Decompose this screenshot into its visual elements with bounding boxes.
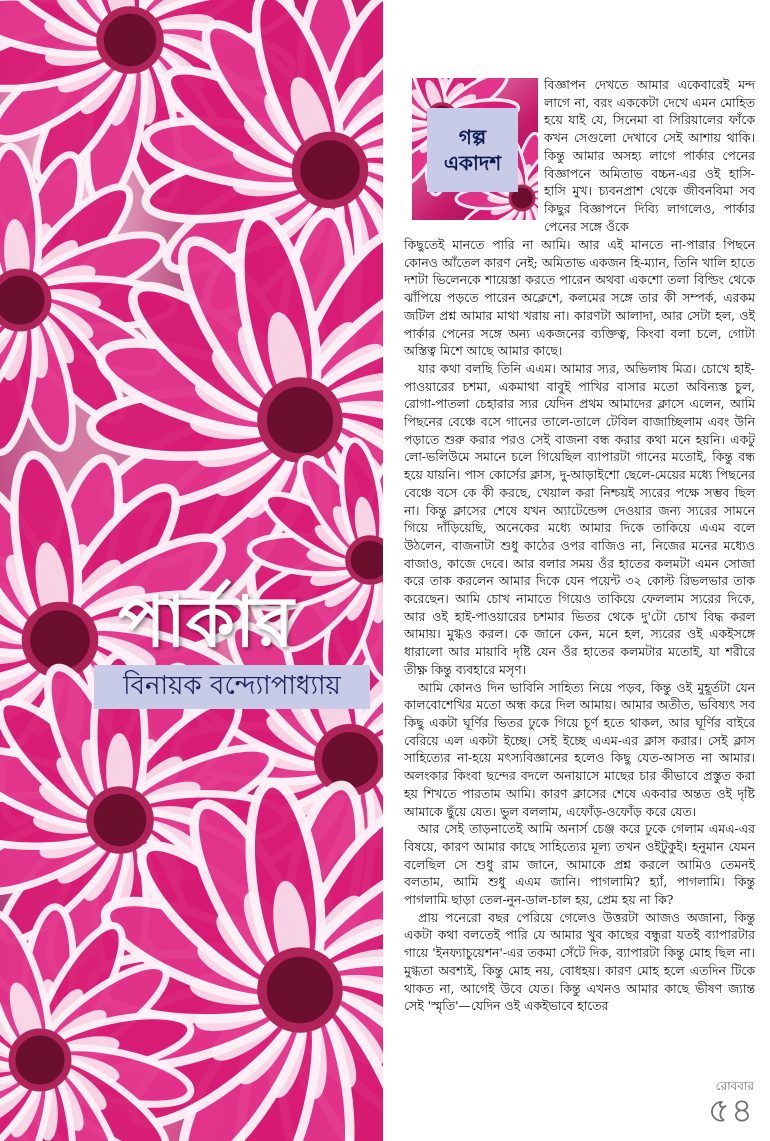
magazine-name: রোববার (715, 1079, 754, 1093)
author-name: বিনায়ক বন্দ্যোপাধ্যায় (123, 671, 341, 701)
section-tag-line-2: একাদশ (443, 151, 502, 175)
paragraph-5: প্রায় পনেরো বছর পেরিয়ে গেলেও উত্তরটা আজও অজানা, কিন্তু একটা কথা বলতেই পারি যে আমার খুব কাছের বন্ধুরা যতই ব্যাপারটার গায়ে 'ইনফ্যাচুয়েশন'-এর তকমা সেঁটে দিক, ব্যাপারটা কিন্তু মোহ ছিল না। মুগ্ধতা অবশ্যই, কিন্তু মোহ নয়, বোধহয়। কারণ মোহ হলে এতদিন টিকে থাকত না, আগেই উবে যেত। কিন্তু এখনও আমার কাছে ভীষণ জ্যান্ত সেই 'স্মৃতি'—যেদিন ওই একইভাবে হাতের (404, 909, 755, 1014)
page-number: ৫৪ (707, 1091, 754, 1131)
cover-photo (0, 0, 383, 1141)
author-label (94, 665, 370, 709)
section-tag (427, 108, 518, 192)
paragraph-2: যার কথা বলছি তিনি এএম। আমার স্যর, অভিলাষ মিত্র। চোখে হাই-পাওয়ারের চশমা, একমাথা বাবুই পাখির বাসার মতো অবিন্যস্ত চুল, রোগা-পাতলা চেহারার স্যর যেদিন প্রথম আমাদের ক্লাসে এলেন, আমি পিছনের বেঞ্চে বসে গানের তালে-তালে টেবিল বাজাচ্ছিলাম এবং উনি পড়াতে শুরু করার পরও সেই বাজনা বন্ধ করার কথা মনে হয়নি। একটু লো-ভলিউমে সমানে চলে গিয়েছিল ব্যাপারটা গানের মতোই, কিন্তু বন্ধ হয়ে যায়নি। পাস কোর্সের ক্লাস, দু-আড়াইশো ছেলে-মেয়ের মধ্যে পিছনের বেঞ্চে বসে কে কী করছে, খেয়াল করা নিশ্চয়ই স্যরের পক্ষে সম্ভব ছিল না। কিন্তু ক্লাসের শেষে যখন অ্যাটেন্ডেন্স দেওয়ার জন্য স্যরের সামনে গিয়ে দাঁড়িয়েছি, অনেকের মধ্যে আমার দিকে তাকিয়ে এএম বলে উঠলেন, বাজনাটা শুধু কাঠের ওপর বাজিও না, নিজের মনের মধ্যেও বাজাও, কাজে দেবে। আর বলার সময় ওঁর হাতের কলমটা এমন সোজা করে তাক করলেন আমার দিকে যেন পয়েন্ট ৩২ কোল্ট রিভলভার তাক করেছেন। আমি চোখ নামাতে গিয়েও তাকিয়ে ফেললাম স্যরের দিকে, আর ওই হাই-পাওয়ারের চশমার ভিতর থেকে দু'টো চোখ বিদ্ধ করল আমায়। মুগ্ধও করল। কে জানে কেন, মনে হল, স্যরের ওই একইসঙ্গে ধারালো আর মায়াবি দৃষ্টি যেন ওঁর হাতের কলমটার মতোই, যা শরীরে তীক্ষ্ণ কিন্তু ব্যবহারে মসৃণ। (404, 360, 755, 677)
article-title: পার্কার (118, 581, 294, 663)
intro-paragraph: বিজ্ঞাপন দেখতে আমার একেবারেই মন্দ লাগে না, বরং এককেটা দেখে এমন মোহিত হয়ে যাই যে, সিনেমা বা সিরিয়ালের ফাঁকে কখন সেগুলো দেখাবে সেই আশায় থাকি। কিন্তু আমার অসহ্য লাগে পার্কার পেনের বিজ্ঞাপনে অমিতাভ বচ্চন-এর ওই হাসি-হাসি মুখ। চ্যবনপ্রাশ থেকে জীবনবিমা সব কিছুর বিজ্ঞাপনে দিব্যি লাগলেও, পার্কার পেনের সঙ্গে ওঁকে (544, 77, 755, 234)
article-intro (544, 76, 755, 235)
paragraph-3: আমি কোনও দিন ভাবিনি সাহিত্য নিয়ে পড়ব, কিন্তু ওই মুহূর্তটা যেন কালবোশেখির মতো অন্ধ করে দিল আমায়। আমার অতীত, ভবিষ্যৎ সব কিছু একটা ঘূর্ণির ভিতর ঢুকে গিয়ে চূর্ণ হতে থাকল, আর ঘূর্ণির বাইরে বেরিয়ে এল একটা ইচ্ছে। সেই ইচ্ছে এএম-এর ক্লাস করার। সেই ক্লাস সাহিত্যের না-হয়ে মৎস্যবিজ্ঞানের হলেও কিছু যেত-আসত না আমার। অলংকার কিংবা ছন্দের বদলে অনায়াসে মাছের চার কীভাবে প্রস্তুত করা হয় শিখতে পারতাম আমি। কারণ ক্লাসের শেষে একবার অন্তত ওই দৃষ্টি আমাকে ছুঁয়ে যেত। ভুল বললাম, এফোঁড়-ওফোঁড় করে যেত। (404, 679, 755, 819)
flower-illustration (0, 0, 383, 1141)
paragraph-1-continued: কিছুতেই মানতে পারি না আমি। আর এই মানতে না-পারার পিছনে কোনও আঁতেল কারণ নেই; অমিতাভ একজন হি-ম্যান, তিনি খালি হাতে দশটা ভিলেনকে শায়েস্তা করতে পারেন অথবা একশো তলা বিল্ডিং থেকে ঝাঁপিয়ে পড়তে পারেন অক্লেশে, কলমের সঙ্গে তার কী সম্পর্ক, এরকম জটিল প্রশ্ন আমার মাথা খরায় না। কারণটা আলাদা, আর সেটা হল, ওই পার্কার পেনের সঙ্গে অন্য একজনের ব্যক্তিত্ব, কিংবা বলা চলে, গোটা অস্তিত্ব মিশে আছে আমার কাছে। (404, 237, 755, 359)
section-tag-line-1: গল্প (458, 125, 487, 149)
article-body (404, 236, 755, 1015)
paragraph-4: আর সেই তাড়নাতেই আমি অনার্স চেঞ্জ করে ঢুকে গেলাম এমএ-এর বিষয়ে, কারণ আমার কাছে সাহিত্যের মূল্য তখন ওইটুকুই। হনুমান যেমন বলেছিল সে শুধু রাম জানে, আমাকে প্রশ্ন করলে আমিও তেমনই বলতাম, আমি শুধু এএম জানি। পাগলামি? হ্যাঁ, পাগলামি। কিন্তু পাগলামি ছাড়া তেল-নুন-ডাল-চাল হয়, প্রেম হয় না কি? (404, 821, 755, 908)
page-footer (708, 1079, 754, 1129)
